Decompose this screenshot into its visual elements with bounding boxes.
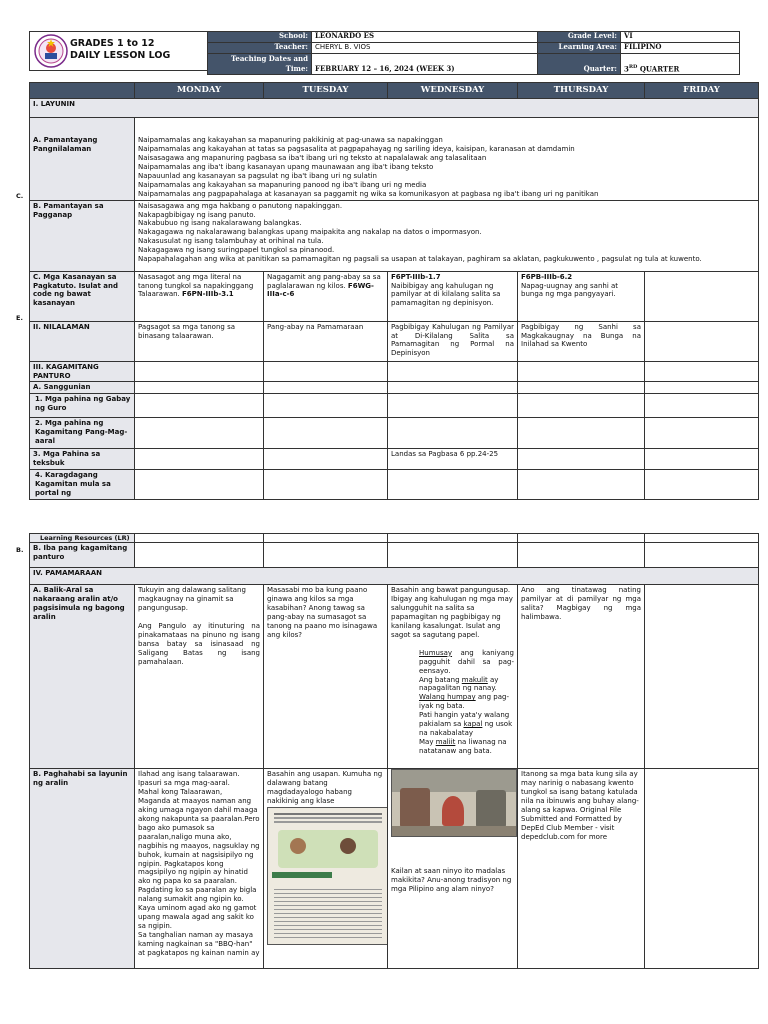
nilalaman-thursday: Pagbibigay ng Sanhi sa Magkakaugnay na Bunga na Inilahad sa Kwento: [518, 321, 645, 361]
balik-wednesday: Basahin ang bawat pangungusap. Ibigay ang kahulugan ng mga may salungguhit na salita sa papamagitan ng pagbibigay ng kanilang kasalungat. Isulat ang sagot sa sagutang papel. Humusay ang kaniyang pagguhit dahil sa pag-eensayo. Ang batang makulit ay napagalitan ng nanay. Walang humpay ang pag-iyak ng bata. Pati hangin yata'y walang pakialam sa kapal ng usok na nakabalatay May maliit na liwanag na natatanaw ang bata.: [388, 585, 518, 769]
paghahabi-wednesday: Kailan at saan ninyo ito madalas makikita? Anu-anong tradisyon ng mga Pilipino ang alam ninyo?: [388, 769, 518, 969]
balik-tuesday: Masasabi mo ba kung paano ginawa ang kilos sa mga kasabihan? Anong tawag sa pang-abay na sumasagot sa tanong na paano mo isinagawa ang kilos?: [264, 585, 388, 769]
dates-value: FEBRUARY 12 – 16, 2024 (WEEK 3): [312, 54, 538, 75]
kasanayan-tuesday: Nagagamit ang pang-abay sa sa paglalarawan ng kilos. F6WG-IIIa-c-6: [264, 271, 388, 321]
area-value: FILIPINO: [621, 43, 740, 54]
teksbuk-wednesday: Landas sa Pagbasa 6 pp.24-25: [388, 449, 518, 470]
nilalaman-friday: [645, 321, 759, 361]
karagdagang-label: 4. Karagdagang Kagamitan mula sa portal ng: [30, 470, 135, 500]
lr-label: Learning Resources (LR): [30, 534, 135, 543]
day-monday: MONDAY: [135, 83, 264, 99]
kasanayan-thursday: F6PB-IIIb-6.2 Napag-uugnay ang sanhi at bunga ng mga pangyayari.: [518, 271, 645, 321]
day-wednesday: WEDNESDAY: [388, 83, 518, 99]
teacher-value: CHERYL B. VIOS: [312, 43, 538, 54]
kagamitang-label: III. KAGAMITANG PANTURO: [30, 361, 135, 382]
doc-title: GRADES 1 to 12: [70, 38, 155, 49]
nilalaman-tuesday: Pang-abay na Pamamaraan: [264, 321, 388, 361]
area-label: Learning Area:: [538, 43, 621, 54]
grade-value: VI: [621, 32, 740, 43]
kasanayan-label: C. Mga Kasanayan sa Pagkatuto. Isulat and code ng bawat kasanayan: [30, 271, 135, 321]
teacher-label: Teacher:: [208, 43, 312, 54]
day-tuesday: TUESDAY: [264, 83, 388, 99]
kasanayan-friday: [645, 271, 759, 321]
textbook-dialogue-image: [267, 807, 388, 945]
dates-label: Teaching Dates and Time:: [208, 54, 312, 75]
balik-monday: Tukuyin ang dalawang salitang magkaugnay na ginamit sa pangungusap. Ang Pangulo ay itinuturing na pinakamataas na pinuno ng isang bansa batay sa isinasaad ng Saligang Batas ng isang pamahalaan.: [135, 585, 264, 769]
header-info-table: [207, 31, 740, 75]
day-thursday: THURSDAY: [518, 83, 645, 99]
paghahabi-tuesday: Basahin ang usapan. Kumuha ng dalawang batang magdadayalogo habang nakikinig ang klase: [264, 769, 388, 969]
nilalaman-wednesday: Pagbibigay Kahulugan ng Pamilyar at Di-Kilalang Salita sa Pamamagitan ng Pormal na Depinisyon: [388, 321, 518, 361]
festival-illustration-image: [391, 769, 517, 837]
side-label-e: E.: [16, 314, 23, 322]
paghahabi-friday: [645, 769, 759, 969]
gabay-label: 1. Mga pahina ng Gabay ng Guro: [30, 394, 135, 418]
day-friday: FRIDAY: [645, 83, 759, 99]
section-pamamaraan: IV. PAMAMARAAN: [30, 568, 759, 585]
kasanayan-monday: Nasasagot ang mga literal na tanong tungkol sa napakinggang Talaarawan. F6PN-IIIb-3.1: [135, 271, 264, 321]
iba-label: B. Iba pang kagamitang panturo: [30, 543, 135, 568]
balik-friday: [645, 585, 759, 769]
paghahabi-thursday: Itanong sa mga bata kung sila ay may narinig o nabasang kwento tungkol sa isang batang katulada nila na ibinuwis ang buhay alang-alang sa kapwa. Original File Submitted and Formatted by DepEd Club Member - visit depedclub.com for more: [518, 769, 645, 969]
balik-thursday: Ano ang tinatawag nating pamilyar at di pamilyar ng mga salita? Magbigay ng mga halimbawa.: [518, 585, 645, 769]
sanggunian-label: A. Sanggunian: [30, 382, 135, 394]
pamantayang-label: A. Pamantayang Pangnilalaman: [30, 117, 135, 200]
lesson-table-top: [29, 82, 759, 500]
school-label: School:: [208, 32, 312, 43]
doc-subtitle: DAILY LESSON LOG: [70, 50, 171, 61]
side-label-b: B.: [16, 546, 24, 554]
nilalaman-label: II. NILALAMAN: [30, 321, 135, 361]
quarter-label: Quarter:: [538, 54, 621, 75]
kasanayan-wednesday: F6PT-IIIb-1.7 Naibibigay ang kahulugan ng pamilyar at di kilalang salita sa pamamagitan ng depinisyon.: [388, 271, 518, 321]
header-box: [29, 31, 209, 71]
nilalaman-monday: Pagsagot sa mga tanong sa binasang talaarawan.: [135, 321, 264, 361]
pagganap-content: Naisasagawa ang mga hakbang o panutong napakinggan. Nakapagbibigay ng isang panuto. Nakabubuo ng isang nakalarawang balangkas. Nakagagawa ng nakalarawang balangkas upang maipakita ang nakalap na datos o impormasyon. Nakasusulat ng isang talambuhay at orihinal na tula. Nakagagawa ng isang suringpapel tungkol sa pinanood. Napapahalagahan ang wika at panitikan sa pamamagitan ng pagsali sa usapan at talakayan, paghiram sa aklatan, pagkukuwento , pagsulat ng tula at kuwento.: [135, 200, 759, 271]
school-value: LEONARDO ES: [312, 32, 538, 43]
teksbuk-label: 3. Mga Pahina sa teksbuk: [30, 449, 135, 470]
lesson-table-bottom: [29, 533, 759, 969]
section-layunin: I. LAYUNIN: [30, 98, 759, 117]
side-label-c: C.: [16, 192, 24, 200]
paghahabi-monday: Ilahad ang isang talaarawan. Ipasuri sa mga mag-aaral. Mahal kong Talaarawan, Maganda at maayos naman ang aking umaga ngayon dahil maaga akong nakapunta sa paaralan.Pero bago ako pumasok sa paaralan,naligo muna ako, nagbihis ng maayos, nagsuklay ng buhok, kumain at nagsisipilyo ng ngipin. Pagkatapos kong magsipilyo ng ngipin ay hinatid ako ng papa ko sa paaralan. Pagdating ko sa paaralan ay bigla nalang sumakit ang ngipin ko. Kaya uminom agad ako ng gamot upang mawala agad ang sakit ko sa ngipin. Sa tanghalian naman ay masaya kaming nagkainan sa "BBQ-han" at pagkatapos ng kainan namin ay: [135, 769, 264, 969]
deped-seal-icon: [34, 34, 68, 68]
pamantayang-content: Naipamamalas ang kakayahan sa mapanuring pakikinig at pag-unawa sa napakinggan Naipamamalas ang kakayahan at tatas sa pagsasalita at pagpapahayag ng sariling ideya, kaisipan, karanasan at damdamin Naisasagawa ang mapanuring pagbasa sa iba't ibang uri ng teksto at napalalawak ang talasalitaan Naipamamalas ang iba't ibang kasanayan upang maunawaan ang iba't ibang teksto Napauunlad ang kasanayan sa pagsulat ng iba't ibang uri ng sulatin Naipamamalas ang kakayahan sa mapanuring panood ng iba't ibang uri ng media Naipamamalas ang pagpapahalaga at kasanayan sa paggamit ng wika sa komunikasyon at pagbasa ng iba't ibang uri ng panitikan: [135, 117, 759, 200]
grade-label: Grade Level:: [538, 32, 621, 43]
quarter-value: 3RD QUARTER: [621, 54, 740, 75]
balik-label: A. Balik-Aral sa nakaraang aralin at/o pagsisimula ng bagong aralin: [30, 585, 135, 769]
kagamitang-mag-label: 2. Mga pahina ng Kagamitang Pang-Mag-aaral: [30, 418, 135, 449]
paghahabi-label: B. Paghahabi sa layunin ng aralin: [30, 769, 135, 969]
pagganap-label: B. Pamantayan sa Pagganap: [30, 200, 135, 271]
